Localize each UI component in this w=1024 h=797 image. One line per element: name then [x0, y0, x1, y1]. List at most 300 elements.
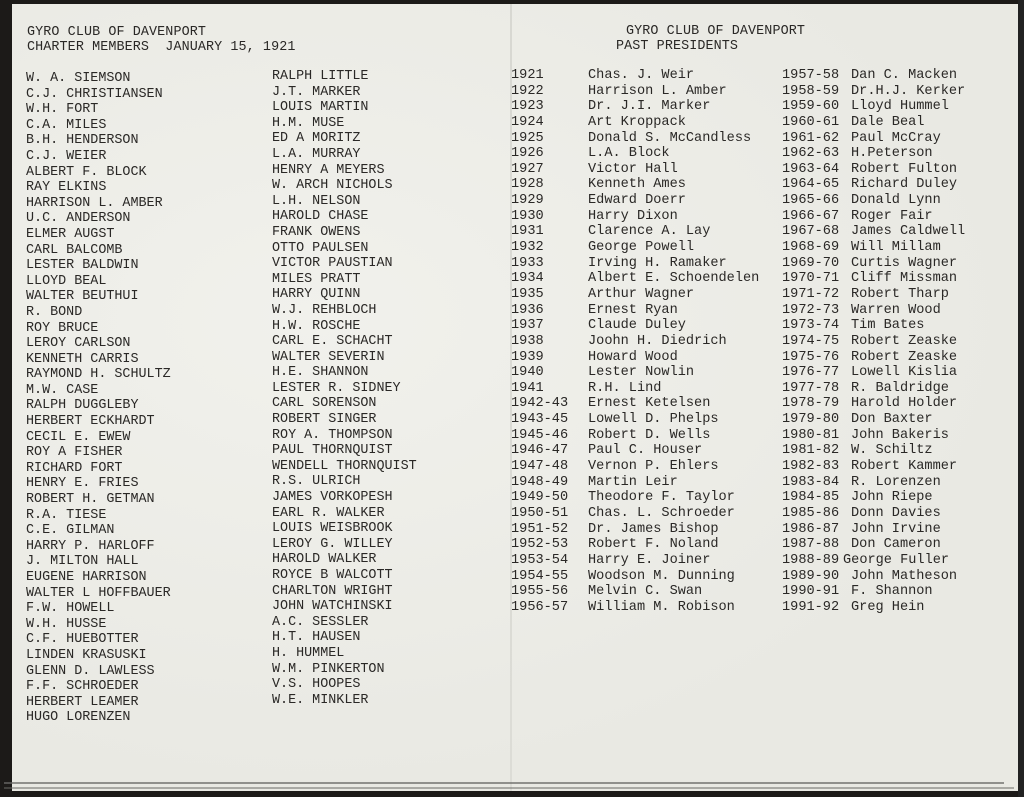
president-term-years: 1991-92 — [782, 599, 840, 615]
president-term-years: 1955-56 — [511, 584, 569, 600]
president-name: George Powell — [588, 240, 695, 256]
president-row — [782, 365, 965, 381]
president-term-years: 1940 — [511, 365, 544, 381]
president-name: Robert D. Wells — [588, 427, 711, 443]
president-term-years: 1935 — [511, 286, 544, 302]
member-name: CECIL E. EWEW — [26, 429, 131, 445]
member-name: HENRY A MEYERS — [272, 162, 385, 178]
president-term-years: 1961-62 — [782, 130, 840, 146]
president-term-years: 1948-49 — [511, 474, 569, 490]
president-term-years: 1976-77 — [782, 365, 840, 381]
president-row — [511, 271, 759, 287]
president-row — [782, 115, 965, 131]
president-row — [511, 318, 759, 334]
president-row — [511, 193, 759, 209]
member-name: HENRY E. FRIES — [26, 476, 139, 492]
left-title: GYRO CLUB OF DAVENPORT — [27, 25, 206, 40]
member-name: EARL R. WALKER — [272, 505, 385, 521]
member-name: H.M. MUSE — [272, 115, 345, 131]
president-row — [511, 287, 759, 303]
president-name: Edward Doerr — [588, 193, 686, 209]
president-term-years: 1957-58 — [782, 68, 840, 83]
president-term-years: 1926 — [511, 146, 544, 162]
right-title: GYRO CLUB OF DAVENPORT — [626, 24, 805, 39]
member-name: C.F. HUEBOTTER — [26, 632, 139, 648]
member-name: RAYMOND H. SCHULTZ — [26, 367, 171, 383]
member-name: VICTOR PAUSTIAN — [272, 256, 393, 272]
member-name: WALTER L HOFFBAUER — [26, 585, 171, 601]
president-name: Donald S. McCandless — [588, 130, 752, 146]
president-term-years: 1929 — [511, 193, 544, 209]
president-name: John Matheson — [851, 568, 958, 584]
member-name: J.T. MARKER — [272, 84, 361, 100]
president-row — [511, 84, 759, 100]
member-name: L.A. MURRAY — [272, 146, 361, 162]
president-term-years: 1922 — [511, 83, 544, 99]
president-name: Lowell D. Phelps — [588, 412, 719, 428]
president-name: Harold Holder — [851, 396, 958, 412]
president-name: Curtis Wagner — [851, 255, 958, 271]
member-name: U.C. ANDERSON — [26, 211, 131, 227]
president-term-years: 1971-72 — [782, 286, 840, 302]
president-row — [511, 350, 759, 366]
president-row — [782, 177, 965, 193]
president-name: James Caldwell — [851, 224, 966, 240]
member-name: RALPH DUGGLEBY — [26, 398, 139, 414]
president-name: Chas. L. Schroeder — [588, 505, 735, 521]
member-name: J. MILTON HALL — [26, 554, 139, 570]
president-name: Lowell Kislia — [851, 365, 958, 381]
president-term-years: 1945-46 — [511, 427, 569, 443]
president-name: Irving H. Ramaker — [588, 255, 727, 271]
president-row — [782, 131, 965, 147]
president-row — [511, 68, 759, 84]
president-term-years: 1982-83 — [782, 459, 840, 475]
member-name: H. HUMMEL — [272, 645, 345, 661]
president-row — [511, 177, 759, 193]
president-term-years: 1942-43 — [511, 396, 569, 412]
president-term-years: 1958-59 — [782, 83, 840, 99]
president-name: Greg Hein — [851, 599, 925, 615]
president-name: Robert Fulton — [851, 161, 958, 177]
president-term-years: 1931 — [511, 224, 544, 240]
member-name: H.T. HAUSEN — [272, 630, 361, 646]
president-row — [782, 350, 965, 366]
president-name: Harry E. Joiner — [588, 552, 711, 568]
member-name: HUGO LORENZEN — [26, 710, 131, 726]
president-row — [511, 569, 759, 585]
president-term-years: 1946-47 — [511, 443, 569, 459]
president-row — [511, 475, 759, 491]
member-name: ROY A. THOMPSON — [272, 427, 393, 443]
scan-edge — [1018, 0, 1024, 797]
president-row — [782, 584, 965, 600]
president-term-years: 1965-66 — [782, 193, 840, 209]
president-term-years: 1927 — [511, 161, 544, 177]
charter-members-column-2 — [272, 69, 417, 708]
president-name: John Bakeris — [851, 427, 949, 443]
member-name: LLOYD BEAL — [26, 273, 107, 289]
president-name: Howard Wood — [588, 349, 678, 365]
president-row — [782, 271, 965, 287]
president-term-years: 1932 — [511, 240, 544, 256]
president-term-years: 1981-82 — [782, 443, 840, 459]
member-name: W. ARCH NICHOLS — [272, 178, 393, 194]
member-name: JOHN WATCHINSKI — [272, 599, 393, 615]
president-name: Art Kroppack — [588, 114, 686, 130]
president-term-years: 1964-65 — [782, 177, 840, 193]
member-name: ALBERT F. BLOCK — [26, 164, 147, 180]
president-row — [511, 365, 759, 381]
president-term-years: 1978-79 — [782, 396, 840, 412]
president-row — [511, 303, 759, 319]
president-row — [782, 318, 965, 334]
president-term-years: 1970-71 — [782, 271, 840, 287]
member-name: RAY ELKINS — [26, 180, 107, 196]
president-row — [511, 162, 759, 178]
president-term-years: 1924 — [511, 114, 544, 130]
president-name: Martin Leir — [588, 474, 678, 490]
president-row — [511, 584, 759, 600]
president-name: Warren Wood — [851, 302, 941, 318]
president-row — [782, 569, 965, 585]
member-name: LINDEN KRASUSKI — [26, 647, 147, 663]
president-row — [511, 256, 759, 272]
member-name: LESTER BALDWIN — [26, 258, 139, 274]
president-row — [511, 209, 759, 225]
member-name: JAMES VORKOPESH — [272, 490, 393, 506]
member-name: MILES PRATT — [272, 271, 361, 287]
president-name: Woodson M. Dunning — [588, 568, 735, 584]
member-name: HARRISON L. AMBER — [26, 195, 163, 211]
member-name: W.H. FORT — [26, 102, 99, 118]
member-name: HARRY QUINN — [272, 287, 361, 303]
president-row — [782, 84, 965, 100]
member-name: B.H. HENDERSON — [26, 133, 139, 149]
member-name: RALPH LITTLE — [272, 69, 369, 84]
member-name: ROYCE B WALCOTT — [272, 568, 393, 583]
president-term-years: 1959-60 — [782, 99, 840, 115]
president-row — [782, 553, 965, 569]
president-term-years: 1983-84 — [782, 474, 840, 490]
president-name: Vernon P. Ehlers — [588, 459, 719, 475]
member-name: M.W. CASE — [26, 382, 99, 398]
president-name: Dr.H.J. Kerker — [851, 83, 966, 99]
past-presidents-column-2 — [782, 68, 965, 615]
member-name: LOUIS MARTIN — [272, 100, 369, 116]
president-row — [511, 131, 759, 147]
president-row — [511, 381, 759, 397]
president-name: Arthur Wagner — [588, 286, 695, 302]
president-name: Dale Beal — [851, 114, 925, 130]
president-term-years: 1936 — [511, 302, 544, 318]
member-name: H.E. SHANNON — [272, 365, 369, 381]
member-name: RICHARD FORT — [26, 460, 123, 476]
president-term-years: 1985-86 — [782, 505, 840, 521]
president-term-years: 1984-85 — [782, 490, 840, 506]
president-term-years: 1969-70 — [782, 255, 840, 271]
president-row — [782, 303, 965, 319]
president-term-years: 1950-51 — [511, 505, 569, 521]
president-name: Don Cameron — [851, 537, 941, 553]
president-term-years: 1962-63 — [782, 146, 840, 162]
president-row — [782, 506, 965, 522]
member-name: ROY A FISHER — [26, 445, 123, 461]
member-name: F.F. SCHROEDER — [26, 679, 139, 695]
president-row — [782, 193, 965, 209]
president-name: Robert Zeaske — [851, 349, 958, 365]
president-row — [782, 381, 965, 397]
president-row — [782, 240, 965, 256]
president-row — [511, 443, 759, 459]
past-presidents-column-1 — [511, 68, 759, 615]
member-name: LOUIS WEISBROOK — [272, 521, 393, 537]
president-name: Ernest Ketelsen — [588, 396, 711, 412]
president-name: Victor Hall — [588, 161, 678, 177]
president-term-years: 1975-76 — [782, 349, 840, 365]
president-row — [782, 396, 965, 412]
president-name: Robert F. Noland — [588, 537, 719, 553]
president-name: Tim Bates — [851, 318, 925, 334]
member-name: W. A. SIEMSON — [26, 71, 131, 86]
president-row — [511, 99, 759, 115]
president-name: George Fuller — [843, 552, 950, 568]
president-term-years: 1938 — [511, 333, 544, 349]
president-name: Harry Dixon — [588, 208, 678, 224]
president-row — [782, 443, 965, 459]
president-row — [511, 490, 759, 506]
president-name: H.Peterson — [851, 146, 933, 162]
member-name: ELMER AUGST — [26, 226, 115, 242]
president-term-years: 1990-91 — [782, 584, 840, 600]
president-name: Will Millam — [851, 240, 941, 256]
member-name: LESTER R. SIDNEY — [272, 380, 401, 396]
president-term-years: 1937 — [511, 318, 544, 334]
president-name: Donn Davies — [851, 505, 941, 521]
president-row — [511, 334, 759, 350]
president-row — [511, 459, 759, 475]
president-name: Joohn H. Diedrich — [588, 333, 727, 349]
president-name: Cliff Missman — [851, 271, 958, 287]
president-row — [782, 68, 965, 84]
member-name: CHARLTON WRIGHT — [272, 583, 393, 599]
president-name: Don Baxter — [851, 412, 933, 428]
president-row — [782, 209, 965, 225]
president-row — [782, 459, 965, 475]
president-name: R.H. Lind — [588, 380, 662, 396]
member-name: R. BOND — [26, 304, 83, 320]
president-term-years: 1980-81 — [782, 427, 840, 443]
member-name: EUGENE HARRISON — [26, 570, 147, 585]
president-name: Chas. J. Weir — [588, 68, 695, 83]
member-name: KENNETH CARRIS — [26, 351, 139, 367]
president-term-years: 1925 — [511, 130, 544, 146]
member-name: R.S. ULRICH — [272, 474, 361, 490]
president-name: Dr. J.I. Marker — [588, 99, 711, 115]
president-term-years: 1953-54 — [511, 552, 569, 568]
member-name: FRANK OWENS — [272, 224, 361, 240]
president-term-years: 1923 — [511, 99, 544, 115]
president-name: John Riepe — [851, 490, 933, 506]
president-row — [782, 522, 965, 538]
president-term-years: 1928 — [511, 177, 544, 193]
president-term-years: 1941 — [511, 380, 544, 396]
president-row — [782, 428, 965, 444]
member-name: HERBERT LEAMER — [26, 694, 139, 710]
president-term-years: 1968-69 — [782, 240, 840, 256]
president-term-years: 1963-64 — [782, 161, 840, 177]
president-row — [511, 115, 759, 131]
president-term-years: 1974-75 — [782, 333, 840, 349]
president-name: R. Baldridge — [851, 380, 949, 396]
member-name: F.W. HOWELL — [26, 601, 115, 617]
president-name: Kenneth Ames — [588, 177, 686, 193]
member-name: W.H. HUSSE — [26, 616, 107, 632]
president-term-years: 1972-73 — [782, 302, 840, 318]
left-subtitle: CHARTER MEMBERS JANUARY 15, 1921 — [27, 40, 296, 55]
president-row — [511, 224, 759, 240]
member-name: WALTER BEUTHUI — [26, 289, 139, 305]
president-name: Donald Lynn — [851, 193, 941, 209]
scan-line — [4, 787, 1014, 789]
president-row — [782, 162, 965, 178]
president-row — [782, 490, 965, 506]
president-row — [782, 224, 965, 240]
member-name: HARRY P. HARLOFF — [26, 538, 155, 554]
president-term-years: 1956-57 — [511, 599, 569, 615]
member-name: WALTER SEVERIN — [272, 349, 385, 365]
president-term-years: 1951-52 — [511, 521, 569, 537]
member-name: CARL BALCOMB — [26, 242, 123, 258]
president-row — [782, 334, 965, 350]
member-name: ROY BRUCE — [26, 320, 99, 336]
member-name: ROBERT H. GETMAN — [26, 492, 155, 508]
president-term-years: 1967-68 — [782, 224, 840, 240]
president-term-years: 1986-87 — [782, 521, 840, 537]
president-term-years: 1943-45 — [511, 412, 569, 428]
member-name: L.H. NELSON — [272, 193, 361, 209]
president-name: Paul McCray — [851, 130, 941, 146]
president-name: Richard Duley — [851, 177, 958, 193]
member-name: C.A. MILES — [26, 117, 107, 133]
member-name: A.C. SESSLER — [272, 614, 369, 630]
president-name: W. Schiltz — [851, 443, 933, 459]
member-name: V.S. HOOPES — [272, 677, 361, 693]
president-row — [511, 553, 759, 569]
member-name: ED A MORITZ — [272, 131, 361, 147]
member-name: C.E. GILMAN — [26, 523, 115, 539]
president-term-years: 1973-74 — [782, 318, 840, 334]
president-name: Robert Kammer — [851, 459, 958, 475]
member-name: ROBERT SINGER — [272, 412, 377, 428]
president-name: Harrison L. Amber — [588, 83, 727, 99]
president-row — [511, 522, 759, 538]
president-term-years: 1949-50 — [511, 490, 569, 506]
member-name: HAROLD WALKER — [272, 552, 377, 568]
president-row — [782, 475, 965, 491]
president-term-years: 1930 — [511, 208, 544, 224]
president-name: Lester Nowlin — [588, 365, 695, 381]
member-name: R.A. TIESE — [26, 507, 107, 523]
president-term-years: 1966-67 — [782, 208, 840, 224]
president-name: Dan C. Macken — [851, 68, 958, 83]
president-row — [782, 287, 965, 303]
president-name: Robert Tharp — [851, 286, 949, 302]
president-term-years: 1988-89 — [782, 552, 840, 568]
president-term-years: 1960-61 — [782, 114, 840, 130]
charter-members-column-1 — [26, 71, 171, 726]
member-name: OTTO PAULSEN — [272, 240, 369, 256]
president-name: Roger Fair — [851, 208, 933, 224]
president-name: Claude Duley — [588, 318, 686, 334]
member-name: C.J. WEIER — [26, 148, 107, 164]
president-term-years: 1979-80 — [782, 412, 840, 428]
member-name: LEROY CARLSON — [26, 336, 131, 352]
president-term-years: 1921 — [511, 68, 544, 83]
president-name: Lloyd Hummel — [851, 99, 949, 115]
president-row — [511, 412, 759, 428]
president-row — [782, 99, 965, 115]
president-row — [782, 256, 965, 272]
president-name: Melvin C. Swan — [588, 584, 703, 600]
president-name: William M. Robison — [588, 599, 735, 615]
president-term-years: 1947-48 — [511, 459, 569, 475]
member-name: PAUL THORNQUIST — [272, 443, 393, 459]
member-name: LEROY G. WILLEY — [272, 536, 393, 552]
president-term-years: 1989-90 — [782, 568, 840, 584]
member-name: W.J. REHBLOCH — [272, 302, 377, 318]
right-subtitle: PAST PRESIDENTS — [616, 39, 739, 54]
member-name: WENDELL THORNQUIST — [272, 458, 417, 474]
scan-line — [4, 782, 1004, 784]
president-row — [782, 412, 965, 428]
member-name: CARL E. SCHACHT — [272, 334, 393, 350]
president-term-years: 1939 — [511, 349, 544, 365]
member-name: CARL SORENSON — [272, 396, 377, 412]
president-row — [782, 600, 965, 616]
member-name: GLENN D. LAWLESS — [26, 663, 155, 679]
member-name: HERBERT ECKHARDT — [26, 414, 155, 430]
president-term-years: 1954-55 — [511, 568, 569, 584]
president-name: F. Shannon — [851, 584, 933, 600]
president-term-years: 1952-53 — [511, 537, 569, 553]
member-name: W.M. PINKERTON — [272, 661, 385, 677]
member-name: C.J. CHRISTIANSEN — [26, 86, 163, 102]
president-name: Theodore F. Taylor — [588, 490, 735, 506]
president-name: Dr. James Bishop — [588, 521, 719, 537]
member-name: H.W. ROSCHE — [272, 318, 361, 334]
president-row — [511, 146, 759, 162]
president-name: Paul C. Houser — [588, 443, 703, 459]
president-row — [782, 146, 965, 162]
president-row — [511, 240, 759, 256]
president-name: L.A. Block — [588, 146, 670, 162]
president-name: John Irvine — [851, 521, 941, 537]
member-name: HAROLD CHASE — [272, 209, 369, 225]
president-name: Ernest Ryan — [588, 302, 678, 318]
president-term-years: 1977-78 — [782, 380, 840, 396]
president-term-years: 1933 — [511, 255, 544, 271]
president-name: Robert Zeaske — [851, 333, 958, 349]
president-name: R. Lorenzen — [851, 474, 941, 490]
member-name: W.E. MINKLER — [272, 692, 369, 708]
president-name: Clarence A. Lay — [588, 224, 711, 240]
president-name: Albert E. Schoendelen — [588, 271, 760, 287]
president-row — [511, 600, 759, 616]
president-row — [511, 428, 759, 444]
president-row — [782, 537, 965, 553]
president-row — [511, 506, 759, 522]
